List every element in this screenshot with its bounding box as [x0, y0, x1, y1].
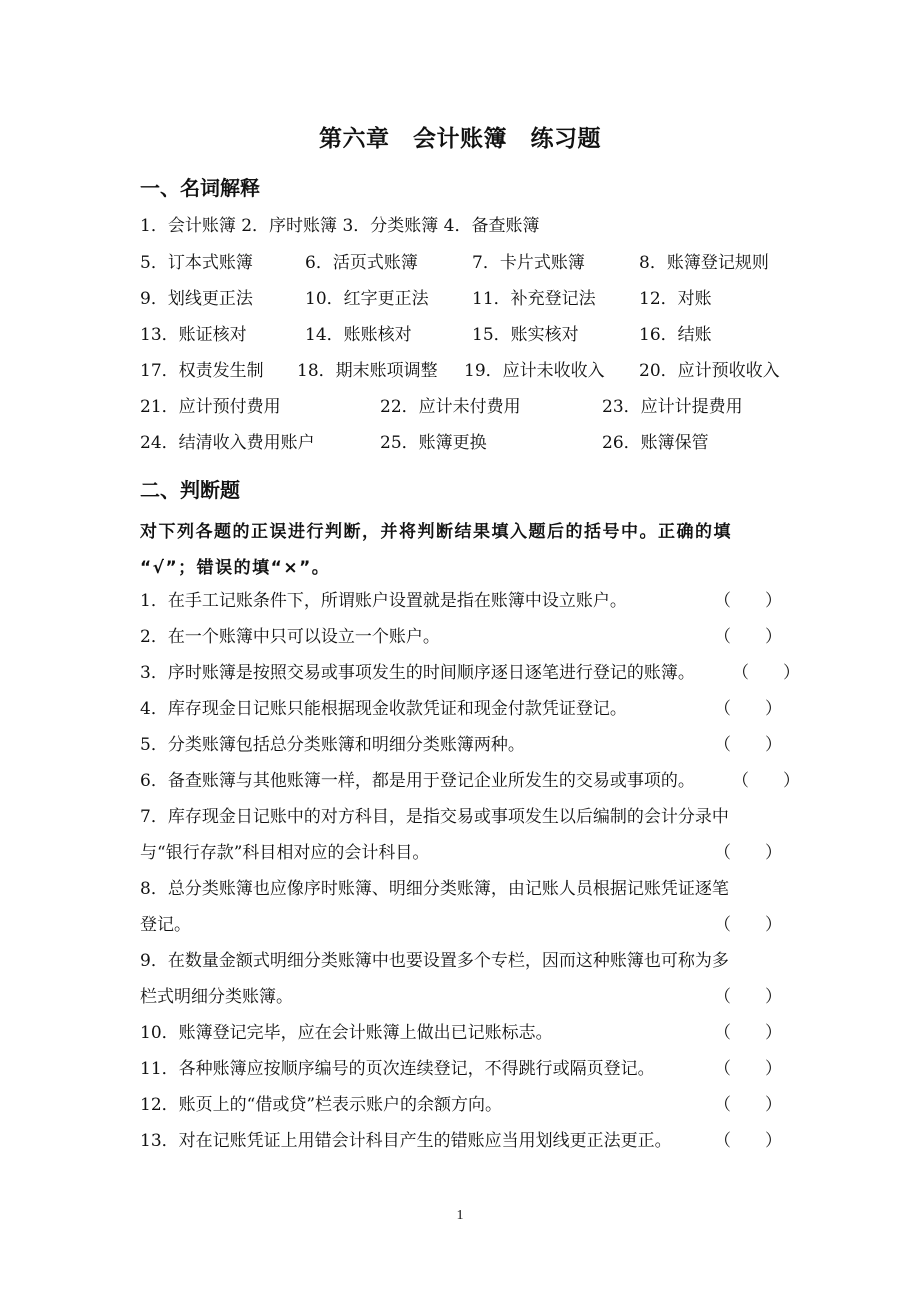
answer-blank: （ ） [714, 627, 782, 647]
section-heading-judgement: 二、判断题 [140, 478, 240, 502]
answer-blank: （ ） [714, 1095, 782, 1115]
answer-blank: （ ） [714, 987, 782, 1007]
question-4: 4．库存现金日记账只能根据现金收款凭证和现金付款凭证登记。 [140, 699, 627, 719]
term-item: 10．红字更正法 [305, 289, 429, 309]
term-item: 20．应计预收收入 [639, 361, 780, 381]
section-heading-terms: 一、名词解释 [140, 176, 260, 200]
term-item: 15．账实核对 [472, 325, 579, 345]
answer-blank: （ ） [732, 771, 800, 791]
term-item: 16．结账 [639, 325, 712, 345]
answer-blank: （ ） [714, 915, 782, 935]
term-item: 7．卡片式账簿 [472, 253, 585, 273]
question-6: 6．备查账簿与其他账簿一样，都是用于登记企业所发生的交易或事项的。 [140, 771, 695, 791]
question-5: 5．分类账簿包括总分类账簿和明细分类账簿两种。 [140, 735, 525, 755]
question-9-line-1: 9．在数量金额式明细分类账簿中也要设置多个专栏，因而这种账簿也可称为多 [140, 951, 729, 971]
question-7-line-2: 与“银行存款”科目相对应的会计科目。 [140, 843, 430, 863]
question-3: 3．序时账簿是按照交易或事项发生的时间顺序逐日逐笔进行登记的账簿。 [140, 663, 695, 683]
question-2: 2．在一个账簿中只可以设立一个账户。 [140, 627, 440, 647]
term-item: 6．活页式账簿 [305, 253, 418, 273]
question-8-line-1: 8．总分类账簿也应像序时账簿、明细分类账簿，由记账人员根据记账凭证逐笔 [140, 879, 729, 899]
question-7-line-1: 7．库存现金日记账中的对方科目，是指交易或事项发生以后编制的会计分录中 [140, 807, 729, 827]
term-item: 19．应计未收收入 [464, 361, 605, 381]
question-13: 13．对在记账凭证上用错会计科目产生的错账应当用划线更正法更正。 [140, 1131, 672, 1151]
term-item: 13．账证核对 [140, 325, 247, 345]
answer-blank: （ ） [714, 591, 782, 611]
term-item: 22．应计未付费用 [380, 397, 521, 417]
term-item: 25．账簿更换 [380, 433, 487, 453]
question-9-line-2: 栏式明细分类账簿。 [140, 987, 293, 1007]
question-11: 11．各种账簿应按顺序编号的页次连续登记，不得跳行或隔页登记。 [140, 1059, 655, 1079]
term-item: 18．期末账项调整 [297, 361, 438, 381]
term-item: 5．订本式账簿 [140, 253, 253, 273]
term-item: 9．划线更正法 [140, 289, 253, 309]
question-8-line-2: 登记。 [140, 915, 191, 935]
instruction-line-2: “√”；错误的填“×”。 [140, 558, 331, 578]
term-item: 21．应计预付费用 [140, 397, 281, 417]
term-row-1: 1．会计账簿 2．序时账簿 3．分类账簿 4．备查账簿 [140, 216, 540, 236]
page-number: 1 [456, 1208, 464, 1223]
instruction-line-1: 对下列各题的正误进行判断，并将判断结果填入题后的括号中。正确的填 [140, 522, 732, 542]
question-12: 12．账页上的“借或贷”栏表示账户的余额方向。 [140, 1095, 503, 1115]
term-item: 8．账簿登记规则 [639, 253, 769, 273]
question-10: 10．账簿登记完毕，应在会计账簿上做出已记账标志。 [140, 1023, 553, 1043]
term-item: 23．应计计提费用 [602, 397, 743, 417]
answer-blank: （ ） [714, 1131, 782, 1151]
question-1: 1．在手工记账条件下，所谓账户设置就是指在账簿中设立账户。 [140, 591, 627, 611]
term-item: 24．结清收入费用账户 [140, 433, 315, 453]
term-item: 11．补充登记法 [472, 289, 596, 309]
answer-blank: （ ） [732, 663, 800, 683]
term-item: 26．账簿保管 [602, 433, 709, 453]
answer-blank: （ ） [714, 1023, 782, 1043]
answer-blank: （ ） [714, 1059, 782, 1079]
answer-blank: （ ） [714, 735, 782, 755]
answer-blank: （ ） [714, 843, 782, 863]
term-item: 12．对账 [639, 289, 712, 309]
term-item: 14．账账核对 [305, 325, 412, 345]
term-item: 17．权责发生制 [140, 361, 264, 381]
answer-blank: （ ） [714, 699, 782, 719]
page-title: 第六章 会计账簿 练习题 [319, 126, 601, 152]
